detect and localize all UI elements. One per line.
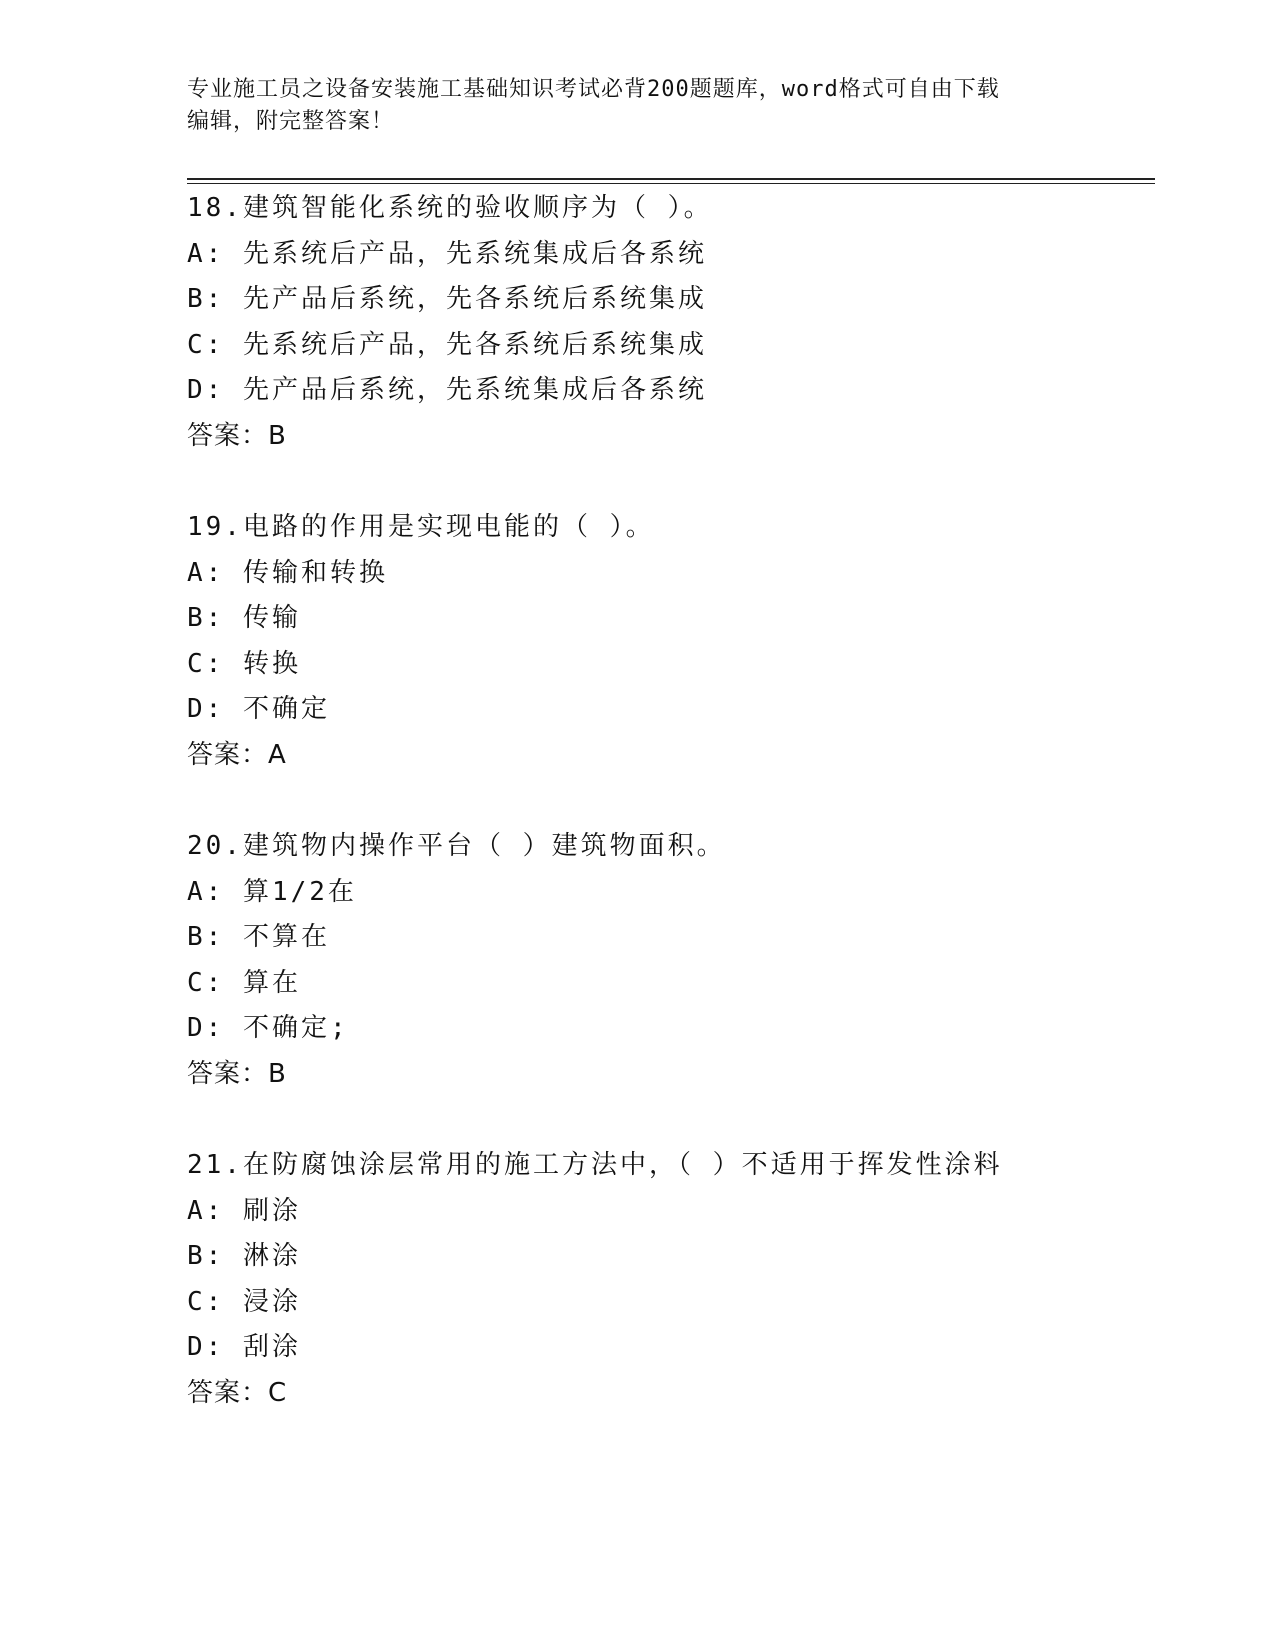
question-text: 21.在防腐蚀涂层常用的施工方法中，（ ）不适用于挥发性涂料 — [187, 1150, 1003, 1180]
option-a: A: 传输和转换 — [187, 557, 388, 588]
header-line-1: 专业施工员之设备安装施工基础知识考试必背200题题库，word格式可自由下载 — [187, 77, 1000, 102]
question-text: 20.建筑物内操作平台（ ）建筑物面积。 — [187, 831, 726, 861]
answer-label: 答案：B — [187, 420, 287, 451]
option-a: A: 先系统后产品，先系统集成后各系统 — [187, 238, 707, 269]
option-d: D: 不确定; — [187, 1013, 349, 1043]
header-divider-thick — [187, 178, 1155, 180]
option-c: C: 浸涂 — [187, 1286, 301, 1317]
option-b: B: 先产品后系统，先各系统后系统集成 — [187, 284, 707, 314]
question-20 — [187, 824, 1127, 1097]
question-text: 18.建筑智能化系统的验收顺序为（ ）。 — [187, 193, 713, 223]
question-19 — [187, 505, 1127, 778]
answer-label: 答案：B — [187, 1058, 287, 1089]
option-b: B: 淋涂 — [187, 1241, 301, 1271]
option-a: A: 算1/2在 — [187, 876, 357, 907]
option-d: D: 不确定 — [187, 694, 330, 724]
document-header — [187, 74, 1067, 138]
answer-label: 答案：C — [187, 1377, 288, 1408]
header-line-2: 编辑，附完整答案！ — [187, 109, 395, 134]
option-c: C: 算在 — [187, 967, 301, 998]
question-text: 19.电路的作用是实现电能的（ ）。 — [187, 512, 655, 542]
question-18 — [187, 186, 1127, 459]
option-b: B: 传输 — [187, 603, 301, 633]
option-d: D: 先产品后系统，先系统集成后各系统 — [187, 375, 707, 405]
question-21 — [187, 1143, 1127, 1416]
option-c: C: 转换 — [187, 648, 301, 679]
header-divider-thin — [187, 183, 1155, 184]
option-d: D: 刮涂 — [187, 1332, 301, 1362]
option-b: B: 不算在 — [187, 922, 330, 952]
option-a: A: 刷涂 — [187, 1195, 301, 1226]
option-c: C: 先系统后产品，先各系统后系统集成 — [187, 329, 707, 360]
answer-label: 答案：A — [187, 739, 287, 770]
